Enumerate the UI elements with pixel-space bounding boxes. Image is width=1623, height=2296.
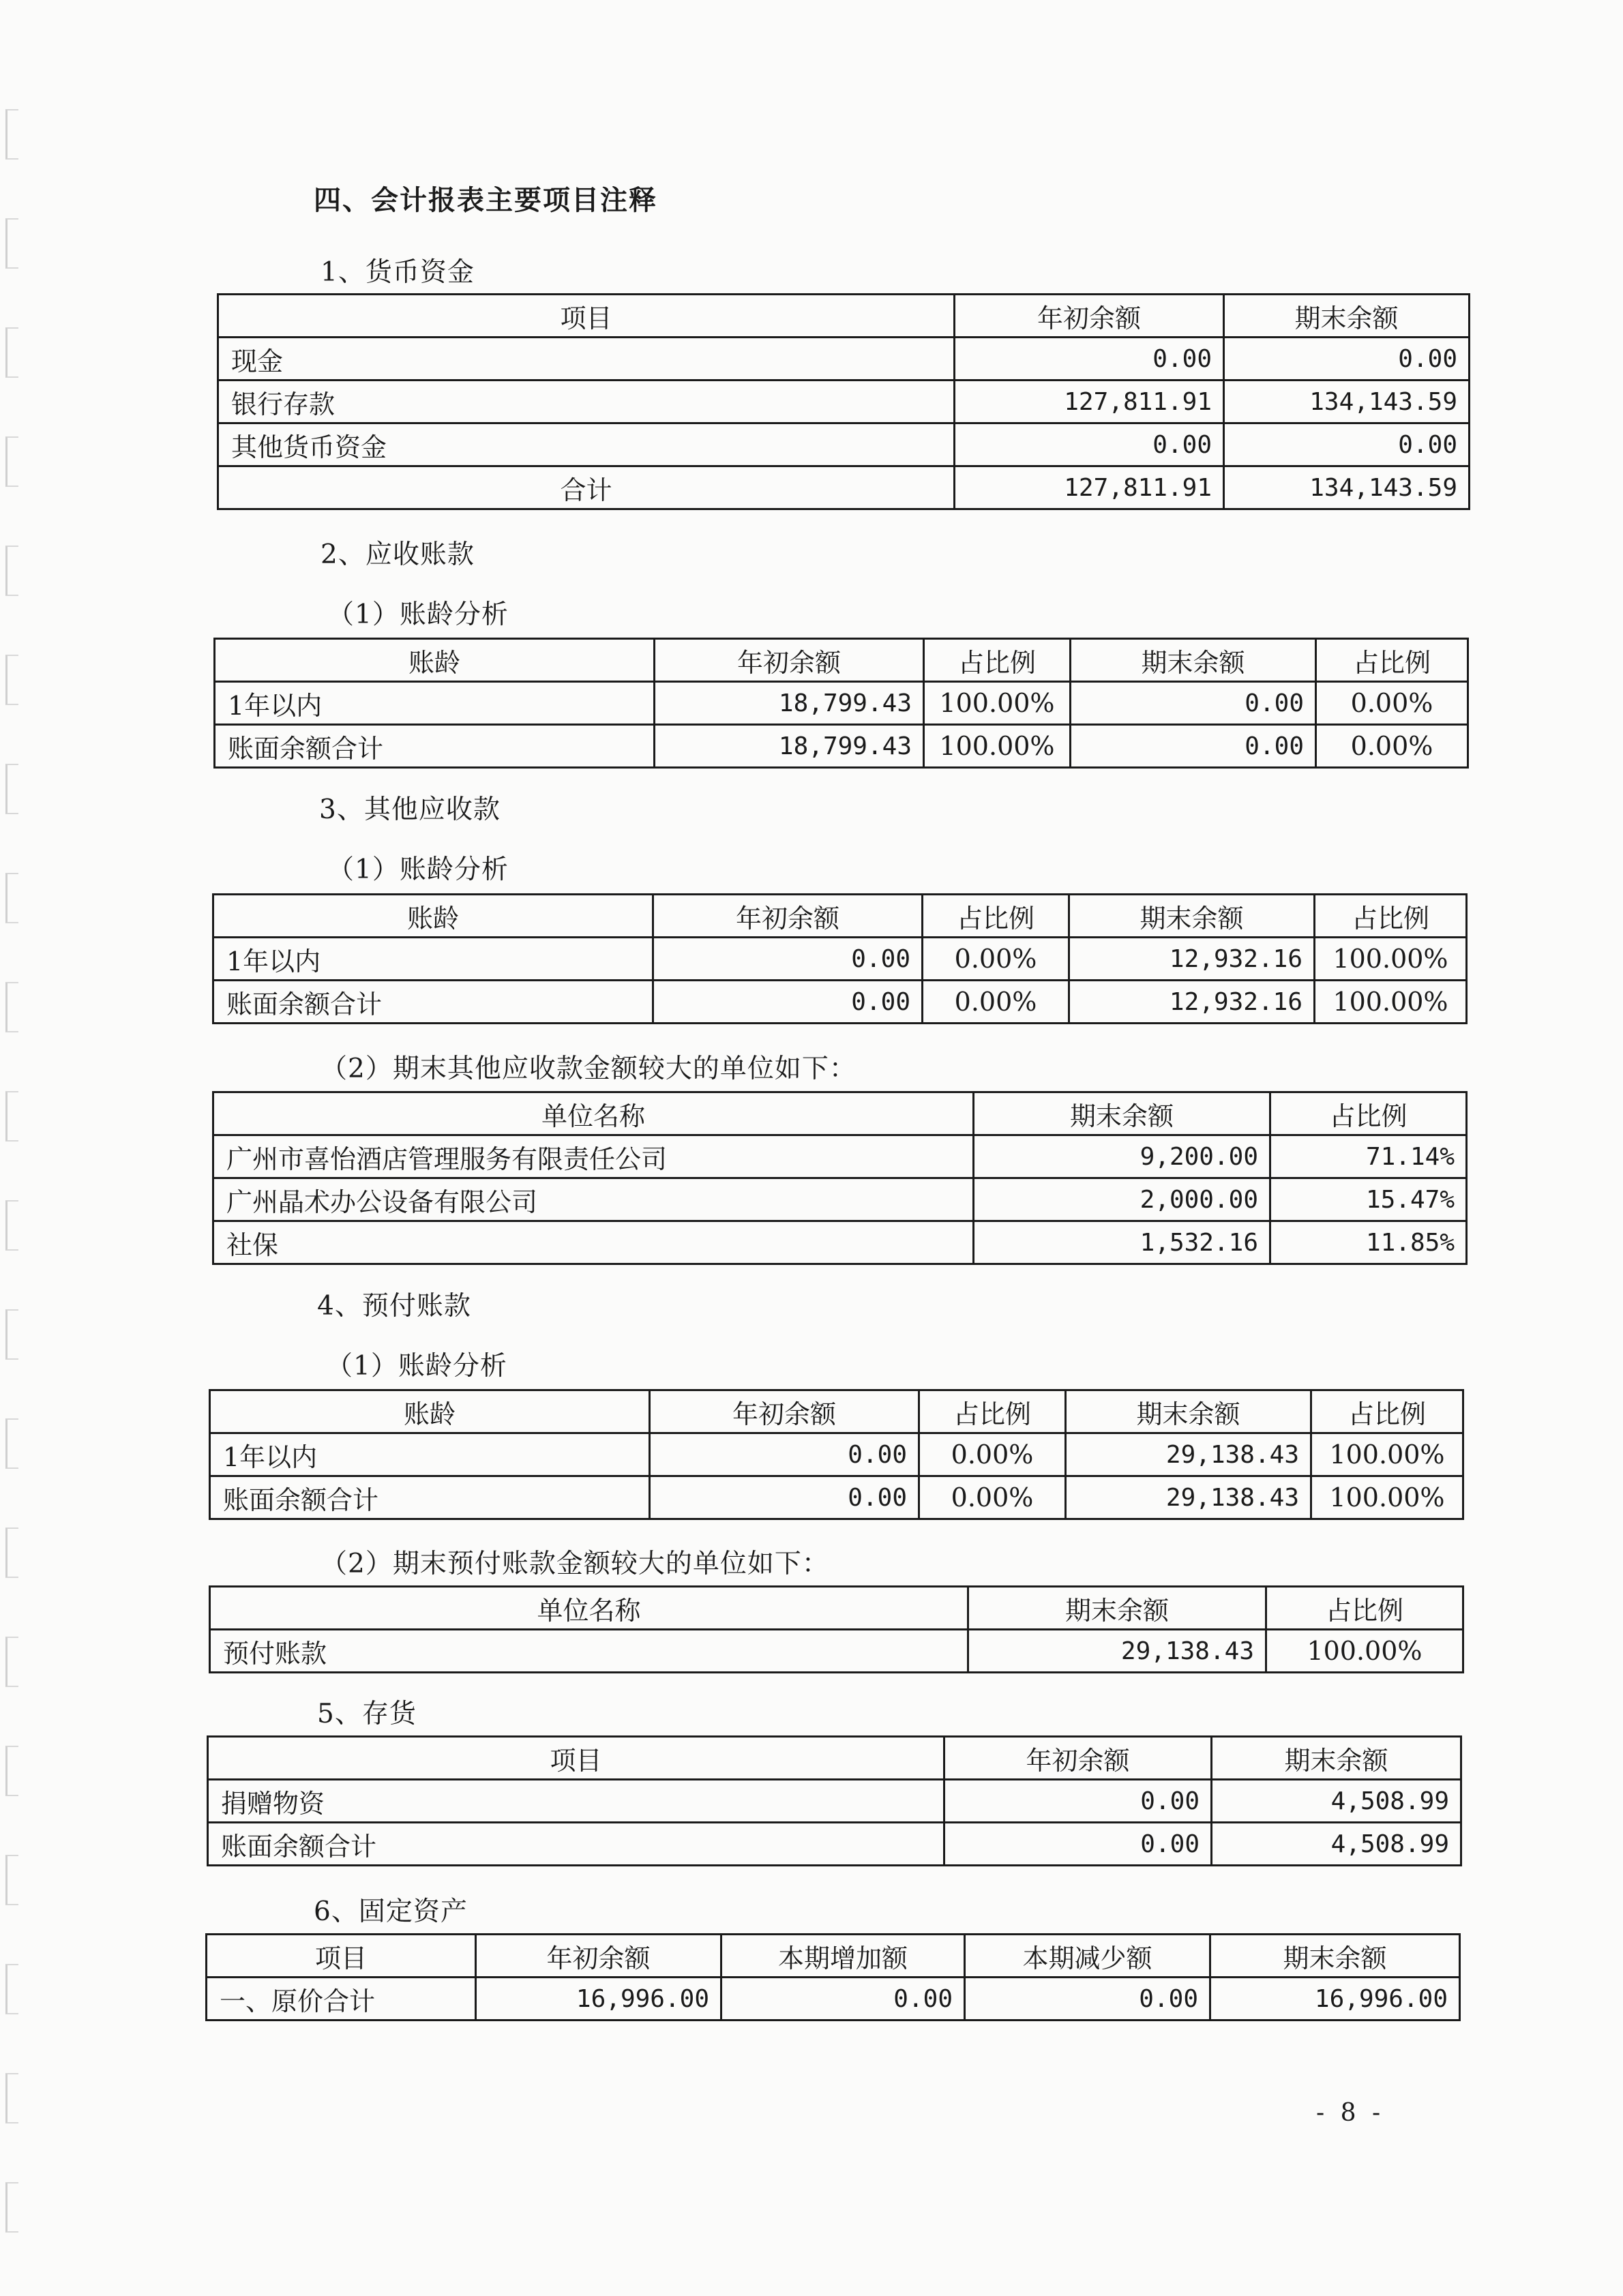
- column-header: 占比例: [1311, 1390, 1463, 1433]
- table-row: [210, 1433, 1463, 1476]
- column-header: 占比例: [1270, 1092, 1467, 1135]
- column-header: 本期减少额: [965, 1935, 1210, 1978]
- begin-pct-cell: 100.00%: [924, 682, 1071, 725]
- begin-cell: 0.00: [653, 981, 923, 1024]
- prepayments-units-table: [209, 1585, 1464, 1673]
- item-cell: 捐赠物资: [208, 1780, 944, 1823]
- end-cell: 0.00: [1224, 423, 1470, 466]
- column-header: 期末余额: [1224, 295, 1470, 338]
- table-row: [218, 338, 1470, 381]
- table-row: [218, 381, 1470, 423]
- binding-holes: [0, 0, 26, 2296]
- unit-name-cell: 预付账款: [210, 1630, 968, 1673]
- receivables-heading: 2、应收账款: [321, 539, 475, 570]
- table-row: [207, 1978, 1460, 2021]
- end-cell: 12,932.16: [1069, 981, 1315, 1024]
- age-cell: 账面余额合计: [213, 981, 653, 1024]
- column-header: 期末余额: [1066, 1390, 1311, 1433]
- column-header: 项目: [207, 1935, 476, 1978]
- column-header: 占比例: [1266, 1587, 1463, 1630]
- column-header: 本期增加额: [721, 1935, 965, 1978]
- table-header-row: [210, 1390, 1463, 1433]
- receivables-aging-table: [213, 638, 1469, 769]
- end-cell: 16,996.00: [1210, 1978, 1460, 2021]
- begin-pct-cell: 0.00%: [919, 1476, 1066, 1519]
- end-cell: 9,200.00: [974, 1135, 1270, 1178]
- column-header: 项目: [208, 1737, 944, 1780]
- column-header: 项目: [218, 295, 955, 338]
- page-number: - 8 -: [1316, 2099, 1385, 2127]
- end-pct-cell: 0.00%: [1316, 682, 1468, 725]
- column-header: 期末余额: [1069, 895, 1315, 938]
- table-row: [213, 1178, 1467, 1221]
- column-header: 年初余额: [655, 639, 924, 682]
- column-header: 占比例: [1316, 639, 1468, 682]
- column-header: 年初余额: [653, 895, 923, 938]
- begin-cell: 127,811.91: [955, 381, 1224, 423]
- column-header: 期末余额: [1212, 1737, 1461, 1780]
- end-pct-cell: 100.00%: [1311, 1476, 1463, 1519]
- column-header: 年初余额: [650, 1390, 919, 1433]
- begin-pct-cell: 0.00%: [919, 1433, 1066, 1476]
- end-pct-cell: 100.00%: [1311, 1433, 1463, 1476]
- column-header: 单位名称: [210, 1587, 968, 1630]
- column-header: 期末余额: [974, 1092, 1270, 1135]
- age-cell: 账面余额合计: [215, 725, 655, 768]
- column-header: 账龄: [215, 639, 655, 682]
- table-row: [213, 1135, 1467, 1178]
- pct-cell: 71.14%: [1270, 1135, 1467, 1178]
- age-cell: 账面余额合计: [210, 1476, 650, 1519]
- cash-table: [217, 293, 1470, 510]
- column-header: 占比例: [919, 1390, 1066, 1433]
- begin-cell: 127,811.91: [955, 466, 1224, 509]
- section-title: 四、会计报表主要项目注释: [314, 184, 657, 216]
- item-cell: 账面余额合计: [208, 1823, 944, 1866]
- prepayments-aging-table: [209, 1389, 1464, 1520]
- column-header: 期末余额: [1210, 1935, 1460, 1978]
- total-row: [218, 466, 1470, 509]
- begin-cell: 0.00: [955, 423, 1224, 466]
- unit-name-cell: 广州晶术办公设备有限公司: [213, 1178, 974, 1221]
- other-receivables-units-heading: （2）期末其他应收款金额较大的单位如下：: [321, 1054, 857, 1084]
- unit-name-cell: 广州市喜怡酒店管理服务有限责任公司: [213, 1135, 974, 1178]
- end-pct-cell: 100.00%: [1315, 981, 1467, 1024]
- table-header-row: [218, 295, 1470, 338]
- column-header: 账龄: [210, 1390, 650, 1433]
- begin-cell: 0.00: [650, 1476, 919, 1519]
- other-receivables-aging-table: [212, 893, 1468, 1024]
- begin-cell: 0.00: [650, 1433, 919, 1476]
- begin-cell: 18,799.43: [655, 725, 924, 768]
- column-header: 占比例: [1315, 895, 1467, 938]
- begin-cell: 0.00: [653, 938, 923, 981]
- end-cell: 134,143.59: [1224, 466, 1470, 509]
- begin-pct-cell: 100.00%: [924, 725, 1071, 768]
- end-cell: 1,532.16: [974, 1221, 1270, 1264]
- table-row: [215, 682, 1468, 725]
- end-cell: 2,000.00: [974, 1178, 1270, 1221]
- other-receivables-units-table: [212, 1091, 1468, 1265]
- end-cell: 0.00: [1071, 725, 1316, 768]
- inventory-heading: 5、存货: [317, 1699, 417, 1729]
- pct-cell: 11.85%: [1270, 1221, 1467, 1264]
- fixed-assets-table: [205, 1933, 1461, 2021]
- age-cell: 1年以内: [210, 1433, 650, 1476]
- item-cell: 银行存款: [218, 381, 955, 423]
- inventory-table: [207, 1735, 1462, 1866]
- table-row: [213, 981, 1467, 1024]
- table-row: [213, 938, 1467, 981]
- item-cell: 现金: [218, 338, 955, 381]
- item-cell: 合计: [218, 466, 955, 509]
- column-header: 年初余额: [476, 1935, 721, 1978]
- end-cell: 0.00: [1071, 682, 1316, 725]
- age-cell: 1年以内: [213, 938, 653, 981]
- end-cell: 4,508.99: [1212, 1823, 1461, 1866]
- column-header: 期末余额: [1071, 639, 1316, 682]
- table-header-row: [213, 895, 1467, 938]
- table-header-row: [208, 1737, 1461, 1780]
- table-header-row: [213, 1092, 1467, 1135]
- decrease-cell: 0.00: [965, 1978, 1210, 2021]
- begin-cell: 16,996.00: [476, 1978, 721, 2021]
- unit-name-cell: 社保: [213, 1221, 974, 1264]
- end-cell: 134,143.59: [1224, 381, 1470, 423]
- cash-heading: 1、货币资金: [321, 257, 475, 288]
- table-header-row: [207, 1935, 1460, 1978]
- item-cell: 一、原价合计: [207, 1978, 476, 2021]
- fixed-assets-heading: 6、固定资产: [314, 1896, 468, 1927]
- table-header-row: [210, 1587, 1463, 1630]
- column-header: 期末余额: [968, 1587, 1266, 1630]
- prepayments-units-heading: （2）期末预付账款金额较大的单位如下：: [321, 1549, 829, 1579]
- end-cell: 0.00: [1224, 338, 1470, 381]
- other-receivables-heading: 3、其他应收款: [319, 794, 501, 825]
- pct-cell: 15.47%: [1270, 1178, 1467, 1221]
- begin-cell: 0.00: [944, 1823, 1212, 1866]
- prepayments-subheading: （1）账龄分析: [326, 1351, 507, 1382]
- table-row: [208, 1823, 1461, 1866]
- increase-cell: 0.00: [721, 1978, 965, 2021]
- table-row: [215, 725, 1468, 768]
- table-row: [213, 1221, 1467, 1264]
- begin-cell: 0.00: [944, 1780, 1212, 1823]
- begin-cell: 18,799.43: [655, 682, 924, 725]
- table-row: [208, 1780, 1461, 1823]
- item-cell: 其他货币资金: [218, 423, 955, 466]
- column-header: 账龄: [213, 895, 653, 938]
- end-cell: 29,138.43: [968, 1630, 1266, 1673]
- other-receivables-subheading: （1）账龄分析: [327, 854, 509, 885]
- table-row: [218, 423, 1470, 466]
- column-header: 占比例: [924, 639, 1071, 682]
- end-cell: 4,508.99: [1212, 1780, 1461, 1823]
- receivables-subheading: （1）账龄分析: [327, 599, 509, 630]
- end-pct-cell: 100.00%: [1315, 938, 1467, 981]
- pct-cell: 100.00%: [1266, 1630, 1463, 1673]
- end-pct-cell: 0.00%: [1316, 725, 1468, 768]
- column-header: 单位名称: [213, 1092, 974, 1135]
- table-row: [210, 1476, 1463, 1519]
- age-cell: 1年以内: [215, 682, 655, 725]
- table-row: [210, 1630, 1463, 1673]
- end-cell: 29,138.43: [1066, 1433, 1311, 1476]
- column-header: 占比例: [923, 895, 1069, 938]
- end-cell: 12,932.16: [1069, 938, 1315, 981]
- prepayments-heading: 4、预付账款: [317, 1291, 471, 1322]
- begin-pct-cell: 0.00%: [923, 981, 1069, 1024]
- begin-cell: 0.00: [955, 338, 1224, 381]
- column-header: 年初余额: [944, 1737, 1212, 1780]
- end-cell: 29,138.43: [1066, 1476, 1311, 1519]
- begin-pct-cell: 0.00%: [923, 938, 1069, 981]
- table-header-row: [215, 639, 1468, 682]
- column-header: 年初余额: [955, 295, 1224, 338]
